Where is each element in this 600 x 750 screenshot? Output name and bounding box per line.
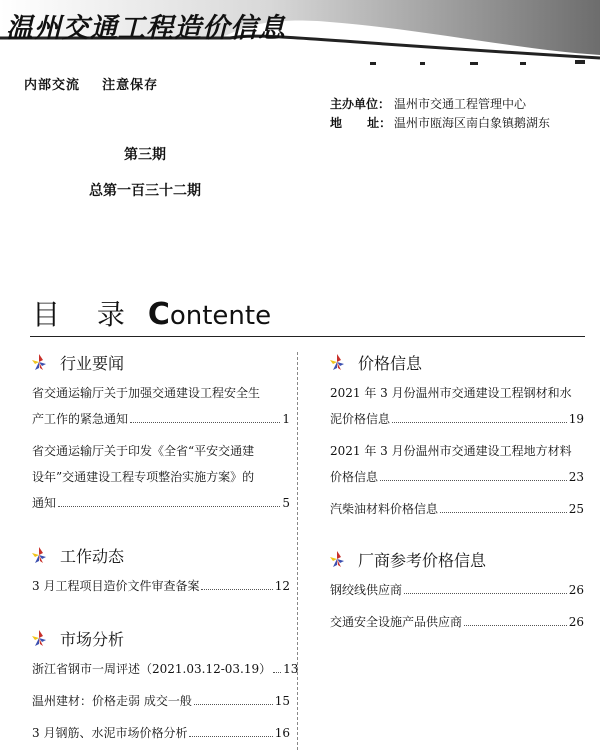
total-issue-number: 总第一百三十二期 [89,183,201,199]
toc-entry-text: 交通安全设施产品供应商 [330,615,463,629]
internal-notice: 内部交流 注意保存 [24,78,159,93]
toc-leader-dots [194,688,273,705]
toc-leader-dots [392,406,567,423]
masthead-title: 温州交通工程造价信息 [6,13,286,44]
toc-section-header [330,547,584,571]
toc-leader-dots [130,406,280,423]
toc-entry[interactable] [330,609,584,635]
pinwheel-icon [32,630,46,646]
toc-entry[interactable] [32,656,299,682]
toc-section-title: 价格信息 [358,353,423,373]
toc-entry[interactable] [330,438,584,490]
toc-heading-en [147,297,272,332]
toc-page-number: 13 [283,662,299,676]
toc-entry[interactable] [32,720,290,746]
toc-leader-dots [273,656,281,673]
toc-page-number: 12 [274,579,290,593]
toc-heading-en-initial: C [147,297,170,332]
toc-section [330,547,584,635]
toc-section-title: 行业要闻 [60,353,125,373]
toc-section [32,350,290,516]
toc-entry-text: 省交通运输厅关于加强交通建设工程安全生 [32,386,261,400]
toc-page-number: 26 [568,615,584,629]
toc-entry-text: 通知 [32,496,57,510]
column-divider [297,352,298,750]
pinwheel-icon [32,354,46,370]
toc-entry[interactable] [32,688,290,714]
toc-entry-text: 2021 年 3 月份温州市交通建设工程钢材和水 [330,386,572,400]
address-value: 温州市瓯海区南白象镇鹅湖东 [394,116,551,130]
toc-entry-text: 2021 年 3 月份温州市交通建设工程地方材料 [330,444,572,458]
heading-rule [30,336,585,337]
toc-page-number: 19 [568,412,584,426]
toc-entry-text: 省交通运输厅关于印发《全省“平安交通建 [32,444,255,458]
toc-leader-dots [201,573,272,590]
toc-entry-text: 温州建材：价格走弱 成交一般 [32,694,192,708]
toc-page-number: 15 [274,694,290,708]
toc-leader-dots [404,577,567,594]
toc-leader-dots [189,720,272,737]
toc-heading-en-rest: ontente [169,301,272,331]
toc-section-header [330,350,584,374]
toc-section-title: 工作动态 [60,546,125,566]
toc-section [330,350,584,522]
toc-section-header [32,543,290,567]
toc-heading [32,293,271,333]
toc-page-number: 23 [568,470,584,484]
toc-entry-text: 泥价格信息 [330,412,391,426]
toc-entry[interactable] [330,380,584,432]
pinwheel-icon [32,547,46,563]
toc-leader-dots [58,490,280,507]
toc-section-header [32,350,290,374]
toc-leader-dots [380,464,567,481]
toc-page-number: 1 [282,412,290,426]
toc-page-number: 16 [274,726,290,740]
toc-entry-text: 钢绞线供应商 [330,583,403,597]
toc-section-title: 市场分析 [60,629,125,649]
toc-entry[interactable] [32,438,290,516]
toc-section [32,543,290,599]
toc-entry-text: 3 月工程项目造价文件审查备案 [32,579,200,593]
organizer-label: 主办单位： [330,97,391,111]
toc-entry-text: 产工作的紧急通知 [32,412,129,426]
toc-leader-dots [440,496,567,513]
toc-section-title: 厂商参考价格信息 [358,550,487,570]
toc-entry[interactable] [330,496,584,522]
toc-entry-text: 价格信息 [330,470,379,484]
pinwheel-icon [330,354,344,370]
toc-entry[interactable] [32,573,290,599]
organizer-block [330,95,550,133]
toc-entry[interactable] [32,380,290,432]
toc-leader-dots [464,609,567,626]
toc-heading-cn: 目 录 [32,298,139,331]
address-label: 地 址： [330,116,392,130]
toc-entry-text: 3 月钢筋、水泥市场价格分析 [32,726,188,740]
organizer-value: 温州市交通工程管理中心 [394,97,527,111]
toc-section-header [32,626,290,650]
toc-page-number: 25 [568,502,584,516]
toc-section [32,626,299,746]
masthead [0,0,600,70]
pinwheel-icon [330,551,344,567]
toc-page-number: 5 [282,496,290,510]
toc-entry[interactable] [330,577,584,603]
toc-entry-text: 汽柴油材料价格信息 [330,502,439,516]
toc-entry-text: 浙江省钢市一周评述（2021.03.12-03.19） [32,662,272,676]
issue-number: 第三期 [124,147,166,163]
toc-entry-text: 设年”交通建设工程专项整治实施方案》的 [32,470,255,484]
toc-page-number: 26 [568,583,584,597]
